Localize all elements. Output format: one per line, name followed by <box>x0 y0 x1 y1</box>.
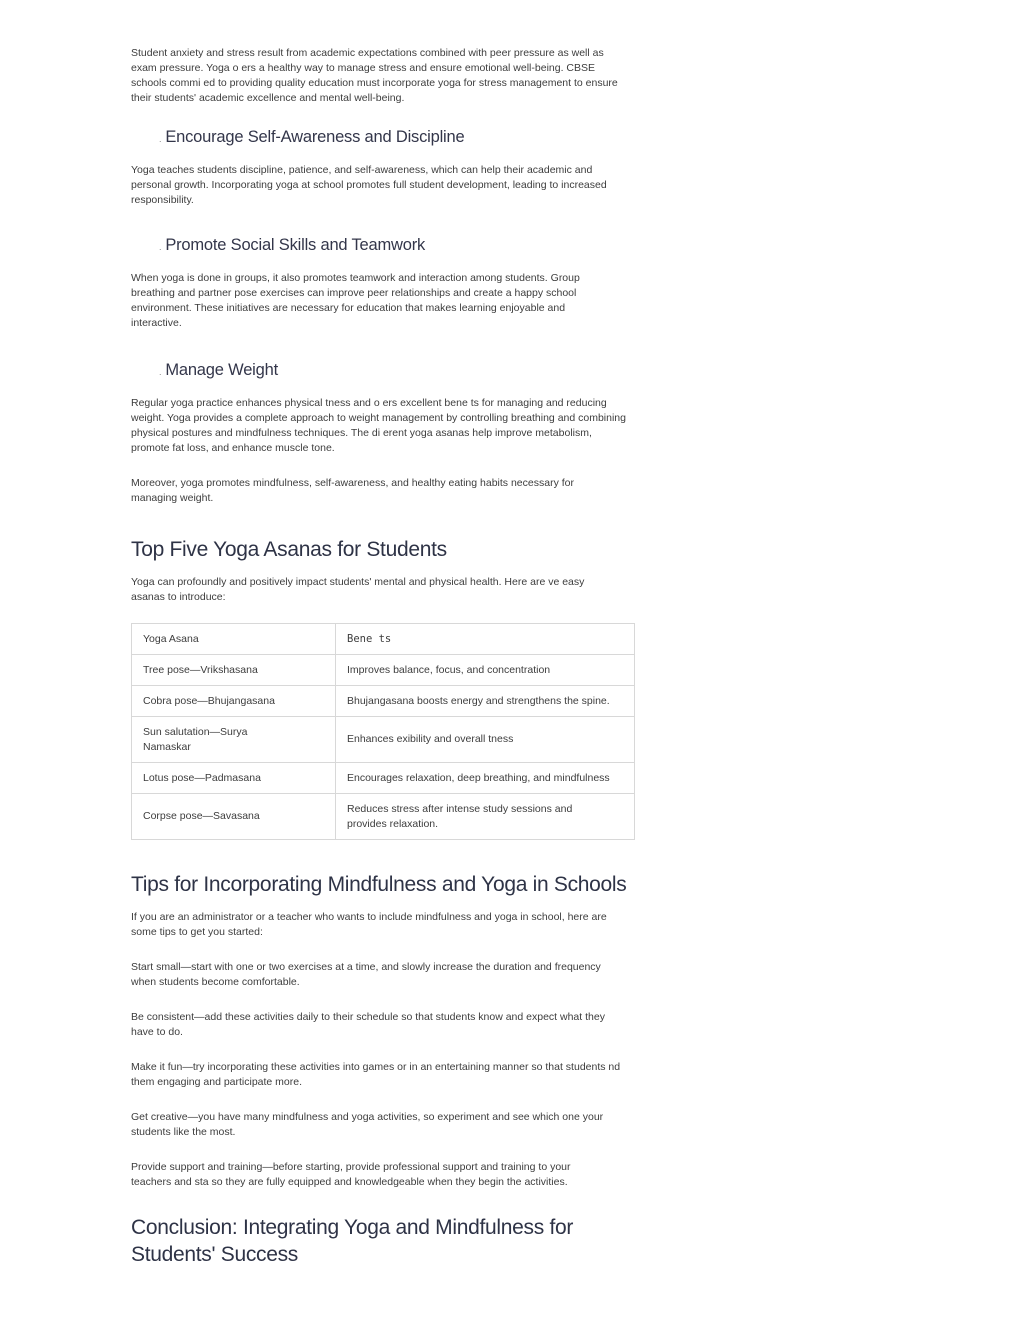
table-cell: Sun salutation—Surya Namaskar <box>132 717 336 763</box>
section-title: Top Five Yoga Asanas for Students <box>131 538 447 561</box>
table-cell: Lotus pose—Padmasana <box>132 763 336 794</box>
section-conclusion <box>131 1214 641 1268</box>
section-paragraph: Moreover, yoga promotes mindfulness, self-awareness, and healthy eating habits necessary for managing weight. <box>131 477 574 504</box>
table-row <box>132 655 635 686</box>
heading-marker: . <box>159 134 162 144</box>
table-header-cell: Yoga Asana <box>132 624 336 655</box>
table-cell: Encourages relaxation, deep breathing, and mindfulness <box>336 763 635 794</box>
heading-marker: . <box>159 367 162 377</box>
tip-item: Get creative—you have many mindfulness and yoga activities, so experiment and see which one your students like the most. <box>131 1111 604 1138</box>
table-cell: Bhujangasana boosts energy and strengthens the spine. <box>336 686 635 717</box>
section-title: Tips for Incorporating Mindfulness and Yoga in Schools <box>131 873 627 896</box>
section-manage-weight <box>131 361 641 506</box>
tip-item: Make it fun—try incorporating these activities into games or in an entertaining manner so that students nd them engaging and participate more. <box>131 1061 621 1088</box>
tip-item: Provide support and training—before starting, provide professional support and training to your teachers and sta so they are fully equipped and knowledgeable when they begin the activities. <box>131 1161 571 1188</box>
table-row <box>132 763 635 794</box>
intro-paragraph: Student anxiety and stress result from academic expectations combined with peer pressure as well as exam pressure. Yoga o ers a healthy way to manage stress and ensure emotional well-being. CBSE schools commi ed to providing quality education must incorporate yoga for stress management to ensure their students' academic excellence and mental well-being. <box>131 47 618 104</box>
table-cell: Tree pose—Vrikshasana <box>132 655 336 686</box>
table-header-cell: Bene ts <box>336 624 635 655</box>
section-social-skills <box>131 236 641 331</box>
table-cell: Reduces stress after intense study sessions and provides relaxation. <box>336 794 635 840</box>
conclusion-title-line1: Conclusion: Integrating Yoga and Mindfulness for <box>131 1216 574 1239</box>
table-cell: Enhances exibility and overall tness <box>336 717 635 763</box>
asanas-table <box>131 623 635 840</box>
heading-text: Promote Social Skills and Teamwork <box>165 236 426 254</box>
document-body <box>131 46 641 1266</box>
section-heading <box>159 361 641 380</box>
heading-text: Manage Weight <box>165 361 278 379</box>
section-self-awareness <box>131 128 641 208</box>
tip-item: Start small—start with one or two exercises at a time, and slowly increase the duration and frequency when students become comfortable. <box>131 961 601 988</box>
section-intro: Yoga can profoundly and positively impact students' mental and physical health. Here are ve easy asanas to introduce: <box>131 576 585 603</box>
section-paragraph: Yoga teaches students discipline, patience, and self-awareness, which can help their academic and personal growth. Incorporating yoga at school promotes full student development, leading to increased responsibility. <box>131 164 607 206</box>
heading-text: Encourage Self-Awareness and Discipline <box>165 128 465 146</box>
section-paragraph: When yoga is done in groups, it also promotes teamwork and interaction among students. Group breathing and partner pose exercises can improve peer relationships and create a happy school environment. These initiatives are necessary for education that makes learning enjoyable and interactive. <box>131 272 580 329</box>
section-intro: If you are an administrator or a teacher who wants to include mindfulness and yoga in school, here are some tips to get you started: <box>131 911 607 938</box>
heading-marker: . <box>159 242 162 252</box>
table-cell: Improves balance, focus, and concentration <box>336 655 635 686</box>
table-row <box>132 686 635 717</box>
section-paragraph: Regular yoga practice enhances physical tness and o ers excellent bene ts for managing and reducing weight. Yoga provides a complete approach to weight management by controlling breathing and combining physical postures and mindfulness techniques. The di erent yoga asanas help improve metabolism, promote fat loss, and enhance muscle tone. <box>131 397 626 454</box>
section-tips <box>131 871 641 1190</box>
conclusion-title-line2: Students' Success <box>131 1243 299 1266</box>
section-top-asanas <box>131 536 641 840</box>
section-heading <box>159 236 641 255</box>
section-heading <box>159 128 641 147</box>
table-row <box>132 717 635 763</box>
table-cell: Cobra pose—Bhujangasana <box>132 686 336 717</box>
table-header-row <box>132 624 635 655</box>
table-cell: Corpse pose—Savasana <box>132 794 336 840</box>
tip-item: Be consistent—add these activities daily to their schedule so that students know and expect what they have to do. <box>131 1011 605 1038</box>
table-row <box>132 794 635 840</box>
